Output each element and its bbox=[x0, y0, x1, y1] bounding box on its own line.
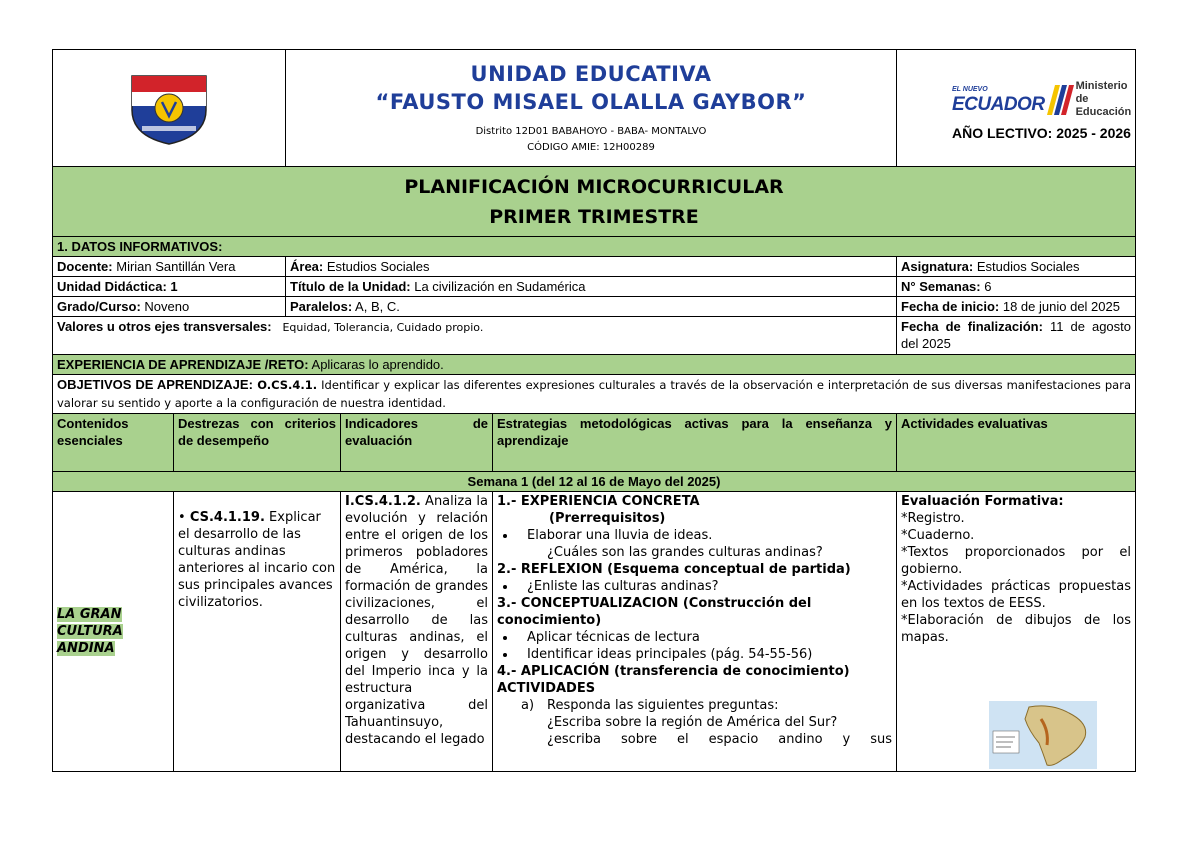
contenido-text: LA GRAN CULTURA ANDINA bbox=[57, 607, 123, 656]
evaluacion-item: *Cuaderno. bbox=[901, 528, 975, 543]
school-header-cell bbox=[286, 50, 897, 167]
school-name-line1: UNIDAD EDUCATIVA bbox=[470, 62, 712, 86]
evaluacion-title: Evaluación Formativa: bbox=[901, 494, 1064, 509]
s1-list bbox=[497, 527, 892, 544]
inicio-label: Fecha de inicio: bbox=[901, 299, 1000, 314]
col-actividades: Actividades evaluativas bbox=[897, 414, 1136, 472]
school-name-line2: “FAUSTO MISAEL OLALLA GAYBOR” bbox=[375, 90, 807, 114]
paralelos-label: Paralelos: bbox=[290, 299, 353, 314]
inicio-cell bbox=[897, 297, 1136, 317]
s1-item: • Elaborar una lluvia de ideas. bbox=[517, 527, 892, 544]
unidad-cell: Unidad Didáctica: 1 bbox=[53, 277, 286, 297]
grado-value: Noveno bbox=[140, 299, 190, 314]
school-district: Distrito 12D01 BABAHOYO - BABA- MONTALVO bbox=[475, 126, 707, 137]
school-crest-icon bbox=[126, 70, 212, 146]
destreza-cell bbox=[174, 492, 341, 772]
s1-title: 1.- EXPERIENCIA CONCRETA bbox=[497, 494, 700, 509]
asignatura-value: Estudios Sociales bbox=[973, 259, 1080, 274]
evaluacion-item: *Elaboración de dibujos de los mapas. bbox=[901, 613, 1131, 645]
s4-title: 4.- APLICACIÓN (transferencia de conocimiento) bbox=[497, 664, 850, 679]
s1-question: ¿Cuáles son las grandes culturas andinas? bbox=[547, 545, 823, 560]
col-estrategias: Estrategias metodológicas activas para la enseñanza y aprendizaje bbox=[493, 414, 897, 472]
evaluacion-cell bbox=[897, 492, 1136, 772]
docente-label: Docente: bbox=[57, 259, 113, 274]
s2-title: 2.- REFLEXION (Esquema conceptual de partida) bbox=[497, 562, 851, 577]
experiencia-label: EXPERIENCIA DE APRENDIZAJE /RETO: bbox=[57, 357, 309, 372]
s3-list bbox=[497, 629, 892, 663]
valores-label: Valores u otros ejes transversales: bbox=[57, 319, 272, 334]
s4-question1: ¿Escriba sobre la región de América del Sur? bbox=[547, 715, 838, 730]
valores-cell bbox=[53, 317, 897, 355]
planning-title-cell bbox=[53, 167, 1136, 237]
school-year: AÑO LECTIVO: 2025 - 2026 bbox=[952, 125, 1131, 141]
ministry-line2: de Educación bbox=[1075, 93, 1132, 118]
semanas-cell bbox=[897, 277, 1136, 297]
valores-value: Equidad, Tolerancia, Cuidado propio. bbox=[282, 321, 484, 334]
objetivos-text: Identificar y explicar las diferentes expresiones culturales a través de la observación e interpretación de sus diversas manifestaciones para valorar su sentido y aporte a la configuración de nuestra identidad. bbox=[57, 378, 1131, 410]
s3-item: • Aplicar técnicas de lectura bbox=[517, 629, 892, 646]
final-label: Fecha de finalización: bbox=[901, 319, 1043, 334]
s4-item-a bbox=[497, 697, 892, 714]
planning-term: PRIMER TRIMESTRE bbox=[489, 205, 699, 228]
objetivos-label: OBJETIVOS DE APRENDIZAJE: bbox=[57, 377, 253, 392]
semanas-label: N° Semanas: bbox=[901, 279, 981, 294]
paralelos-cell bbox=[286, 297, 897, 317]
col-indicadores: Indicadores de evaluación bbox=[341, 414, 493, 472]
contenido-cell bbox=[53, 492, 174, 772]
experiencia-value: Aplicaras lo aprendido. bbox=[308, 357, 444, 372]
evaluacion-item: *Textos proporcionados por el gobierno. bbox=[901, 545, 1131, 577]
planning-title: PLANIFICACIÓN MICROCURRICULAR bbox=[404, 175, 784, 198]
area-label: Área: bbox=[290, 259, 324, 274]
planning-document bbox=[52, 49, 1135, 772]
s2-list bbox=[497, 578, 892, 595]
indicador-cell bbox=[341, 492, 493, 772]
s4-item-a-marker: a) bbox=[521, 698, 535, 713]
indicador-code: I.CS.4.1.2. bbox=[345, 494, 421, 509]
titulo-cell bbox=[286, 277, 897, 297]
area-cell bbox=[286, 257, 897, 277]
week-row: Semana 1 (del 12 al 16 de Mayo del 2025) bbox=[53, 472, 1136, 492]
s1-sub: (Prerrequisitos) bbox=[549, 511, 666, 526]
s4-question2: ¿escriba sobre el espacio andino y sus bbox=[547, 732, 892, 747]
evaluacion-item: *Registro. bbox=[901, 511, 965, 526]
destreza-text: Explicar el desarrollo de las culturas andinas anteriores al incario con sus principales avances civilizatorios. bbox=[178, 510, 336, 610]
s4-activities: ACTIVIDADES bbox=[497, 681, 596, 696]
info-section-title: 1. DATOS INFORMATIVOS: bbox=[53, 237, 1136, 257]
s3-item: • Identificar ideas principales (pág. 54-55-56) bbox=[517, 646, 892, 663]
ministry-line1: Ministerio bbox=[1075, 80, 1128, 92]
evaluacion-item: *Actividades prácticas propuestas en los textos de EESS. bbox=[901, 579, 1131, 611]
final-cell bbox=[897, 317, 1136, 355]
paralelos-value: A, B, C. bbox=[352, 299, 400, 314]
ministry-brand-big: ECUADOR bbox=[952, 93, 1045, 115]
estrategias-cell bbox=[493, 492, 897, 772]
inicio-value: 18 de junio del 2025 bbox=[999, 299, 1120, 314]
flag-bars-icon bbox=[1051, 85, 1070, 115]
asignatura-cell bbox=[897, 257, 1136, 277]
south-america-map-icon bbox=[989, 701, 1097, 769]
asignatura-label: Asignatura: bbox=[901, 259, 974, 274]
ministry-cell bbox=[897, 50, 1136, 167]
final-value: 11 de agosto del 2025 bbox=[901, 319, 1131, 351]
indicador-text: Analiza la evolución y relación entre el origen de los primeros pobladores de América, la formación de grandes civilizaciones, el desarrollo de las culturas andinas, el origen y desarrollo del Imperio inca y la estructura organizativa del Tahuantinsuyo, destacando el legado bbox=[345, 494, 488, 747]
grado-cell bbox=[53, 297, 286, 317]
docente-cell bbox=[53, 257, 286, 277]
col-contenidos: Contenidos esenciales bbox=[53, 414, 174, 472]
ministry-logo bbox=[952, 80, 1131, 119]
school-amie-code: CÓDIGO AMIE: 12H00289 bbox=[527, 142, 655, 153]
ministry-brand-small: EL NUEVO bbox=[952, 85, 988, 93]
area-value: Estudios Sociales bbox=[323, 259, 430, 274]
titulo-value: La civilización en Sudamérica bbox=[410, 279, 586, 294]
school-logo-cell bbox=[53, 50, 286, 167]
s2-item: • ¿Enliste las culturas andinas? bbox=[517, 578, 892, 595]
docente-value: Mirian Santillán Vera bbox=[112, 259, 236, 274]
s3-title: 3.- CONCEPTUALIZACION (Construcción del conocimiento) bbox=[497, 596, 812, 628]
semanas-value: 6 bbox=[980, 279, 992, 294]
titulo-label: Título de la Unidad: bbox=[290, 279, 411, 294]
planning-table bbox=[52, 49, 1136, 772]
destreza-code: CS.4.1.19. bbox=[189, 510, 265, 525]
experiencia-cell bbox=[53, 355, 1136, 375]
objetivos-cell bbox=[53, 375, 1136, 414]
col-destrezas: Destrezas con criterios de desempeño bbox=[174, 414, 341, 472]
grado-label: Grado/Curso: bbox=[57, 299, 141, 314]
s4-item-a-text: Responda las siguientes preguntas: bbox=[547, 698, 779, 713]
objetivos-code: O.CS.4.1. bbox=[252, 378, 318, 392]
bullet-icon: • bbox=[178, 510, 186, 525]
